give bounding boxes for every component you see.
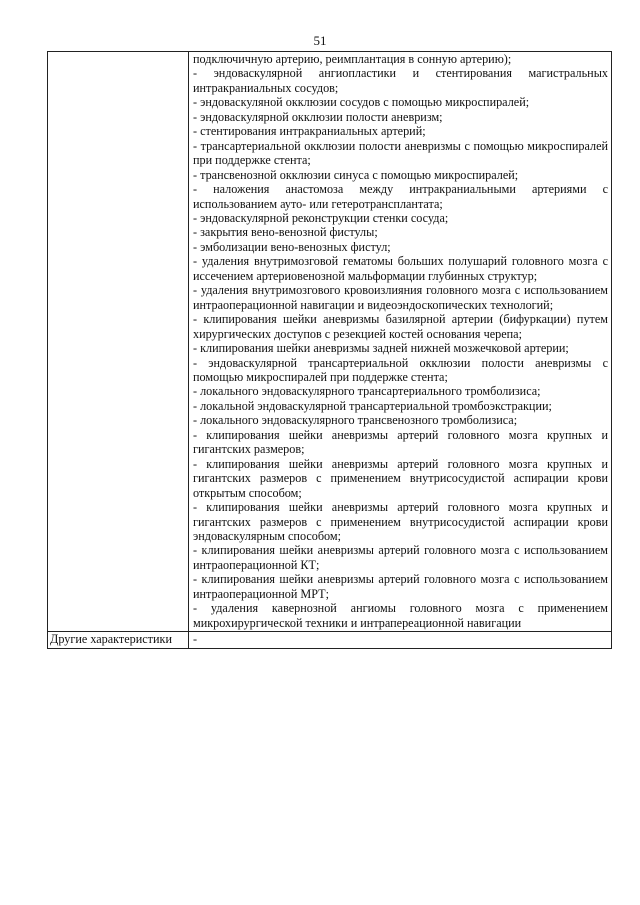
list-item: - клипирования шейки аневризмы артерий головного мозга крупных и гигантских размеров с применением внутрисосудистой аспирации крови эндоваскулярным способом; <box>193 500 608 543</box>
list-item: - удаления кавернозной ангиомы головного мозга с применением микрохирургической техники и интрапереационной навигации <box>193 601 608 630</box>
list-item: - эндоваскулярной трансартериальной окклюзии полости аневризмы с помощью микроспиралей при поддержке стента; <box>193 355 608 384</box>
list-item: - локальной эндоваскулярной трансартериальной тромбоэкстракции; <box>193 398 552 413</box>
procedures-cell <box>189 52 612 632</box>
list-item: - эндоваскуляной окклюзии сосудов с помощью микроспиралей; <box>193 95 530 110</box>
table-row <box>48 52 612 632</box>
list-item: - клипирования шейки аневризмы базилярной артерии (бифуркации) путем хирургических доступов с резекцией костей основания черепа; <box>193 312 608 341</box>
list-item: - локального эндоваскулярного трансвенозного тромболизиса; <box>193 413 518 428</box>
list-item: - закрытия вено-венозной фистулы; <box>193 225 378 240</box>
list-item: - трансвенозной окклюзии синуса с помощью микроспиралей; <box>193 167 519 182</box>
other-characteristics-label: Другие характеристики <box>48 632 189 648</box>
list-item: - наложения анастомоза между интракраниальными артериями с использованием ауто- или гетеротрансплантата; <box>193 182 608 211</box>
list-item: подключичную артерию, реимплантация в сонную артерию); <box>193 52 512 66</box>
list-item: - клипирования шейки аневризмы задней нижней мозжечковой артерии; <box>193 341 569 356</box>
list-item: - клипирования шейки аневризмы артерий головного мозга крупных и гигантских размеров; <box>193 427 608 457</box>
list-item: - локального эндоваскулярного трансартериального тромболизиса; <box>193 384 541 399</box>
list-item: - эндоваскулярной реконструкции стенки сосуда; <box>193 210 449 225</box>
list-item: - эндоваскулярной ангиопластики и стентирования магистральных интракраниальных сосудов; <box>193 66 608 95</box>
page-number: 51 <box>313 33 327 48</box>
list-item: - удаления внутримозгового кровоизлияния головного мозга с использованием интраоперационной навигации и видеоэндоскопических технологий; <box>193 283 608 312</box>
list-item: - эндоваскулярной окклюзии полости аневризм; <box>193 109 443 124</box>
list-item: - клипирования шейки аневризмы артерий головного мозга крупных и гигантских размеров с применением внутрисосудистой аспирации крови открытым способом; <box>193 456 608 500</box>
row-label-cell <box>48 52 189 632</box>
list-item: - удаления внутримозговой гематомы больших полушарий головного мозга с иссечением артериовенозной мальформации глубинных структур; <box>193 254 608 283</box>
list-item: - клипирования шейки аневризмы артерий головного мозга с использованием интраоперационной МРТ; <box>193 572 608 601</box>
list-item: - клипирования шейки аневризмы артерий головного мозга с использованием интраоперационной КТ; <box>193 543 608 572</box>
table-row <box>48 632 612 648</box>
characteristics-table <box>47 51 612 649</box>
other-characteristics-value: - <box>189 632 612 648</box>
list-item: - стентирования интракраниальных артерий; <box>193 124 426 139</box>
procedures-list <box>193 52 608 630</box>
list-item: - трансартериальной окклюзии полости аневризмы с помощью микроспиралей при поддержке стента; <box>193 138 608 168</box>
list-item: - эмболизации вено-венозных фистул; <box>193 239 391 254</box>
